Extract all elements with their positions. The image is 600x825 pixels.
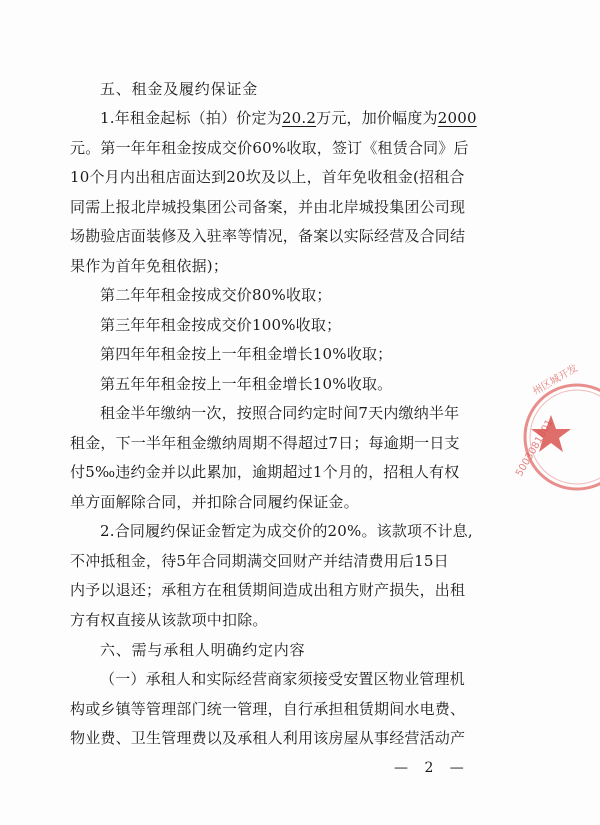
year-5-rent-line: 第五年年租金按上一年租金增长10%收取。 — [100, 374, 393, 393]
deposit-paragraph-line-2: 不冲抵租金，待5年合同期满交回财产并结清费用后15日 — [70, 551, 449, 570]
rent-price-text-mid: 万元，加价幅度为 — [316, 109, 438, 127]
document-body — [70, 74, 518, 754]
paragraph-rent-price-line-3: 10个月内出租店面达到20坎及以上，首年免收租金(招租合 — [70, 168, 465, 186]
section-6-heading: 六、需与承租人明确约定内容 — [100, 641, 306, 659]
year-2-rent-line: 第二年年租金按成交价80%收取； — [100, 286, 332, 304]
start-price-value: 20.2 — [281, 109, 317, 127]
paragraph-rent-price-line-2: 元。第一年年租金按成交价60%收取，签订《租赁合同》后 — [70, 138, 469, 157]
deposit-paragraph-line-3: 内予以退还；承租方在租赁期间造成出租方财产损失，出租 — [70, 581, 466, 599]
section-5-heading: 五、租金及履约保证金 — [100, 80, 259, 98]
paragraph-rent-price-line-4: 同需上报北岸城投集团公司备案，并由北岸城投集团公司现 — [70, 197, 466, 216]
payment-terms-line-1: 租金半年缴纳一次，按照合同约定时间7天内缴纳半年 — [100, 404, 460, 422]
paragraph-rent-price-line-5: 场勘验店面装修及入驻率等情况，备案以实际经营及合同结 — [70, 227, 466, 245]
payment-terms-line-3: 付5‰违约金并以此累加，逾期超过1个月的，招租人有权 — [70, 463, 460, 481]
svg-text:5003081801: 5003081801 — [514, 417, 556, 479]
agreement-item-1-line-1: （一）承租人和实际经营商家须接受安置区物业管理机 — [100, 670, 465, 688]
official-seal-stamp — [515, 365, 600, 510]
payment-terms-line-2: 租金，下一半年租金缴纳周期不得超过7日；每逾期一日支 — [70, 433, 460, 452]
agreement-item-1-line-2: 构或乡镇等管理部门统一管理，自行承担租赁期间水电费、 — [70, 699, 466, 718]
agreement-item-1-line-3: 物业费、卫生管理费以及承租人利用该房屋从事经营活动产 — [70, 729, 466, 747]
paragraph-rent-price-line-1 — [70, 104, 518, 134]
payment-terms-line-4: 单方面解除合同，并扣除合同履约保证金。 — [70, 492, 359, 511]
page-number-text: — 2 — — [394, 760, 470, 776]
paragraph-rent-price-line-6: 果作为首年免租依据)； — [70, 256, 229, 275]
deposit-paragraph-line-4: 方有权直接从该款项中扣除。 — [70, 610, 268, 629]
svg-text:州区城开发: 州区城开发 — [531, 363, 580, 398]
increment-value: 2000 — [437, 109, 477, 127]
rent-price-text-pre: 1.年租金起标（拍）价定为 — [100, 109, 282, 127]
deposit-paragraph-line-1: 2.合同履约保证金暂定为成交价的20%。该款项不计息, — [100, 522, 473, 540]
year-4-rent-line: 第四年年租金按上一年租金增长10%收取； — [100, 345, 393, 363]
year-3-rent-line: 第三年年租金按成交价100%收取； — [100, 315, 342, 334]
